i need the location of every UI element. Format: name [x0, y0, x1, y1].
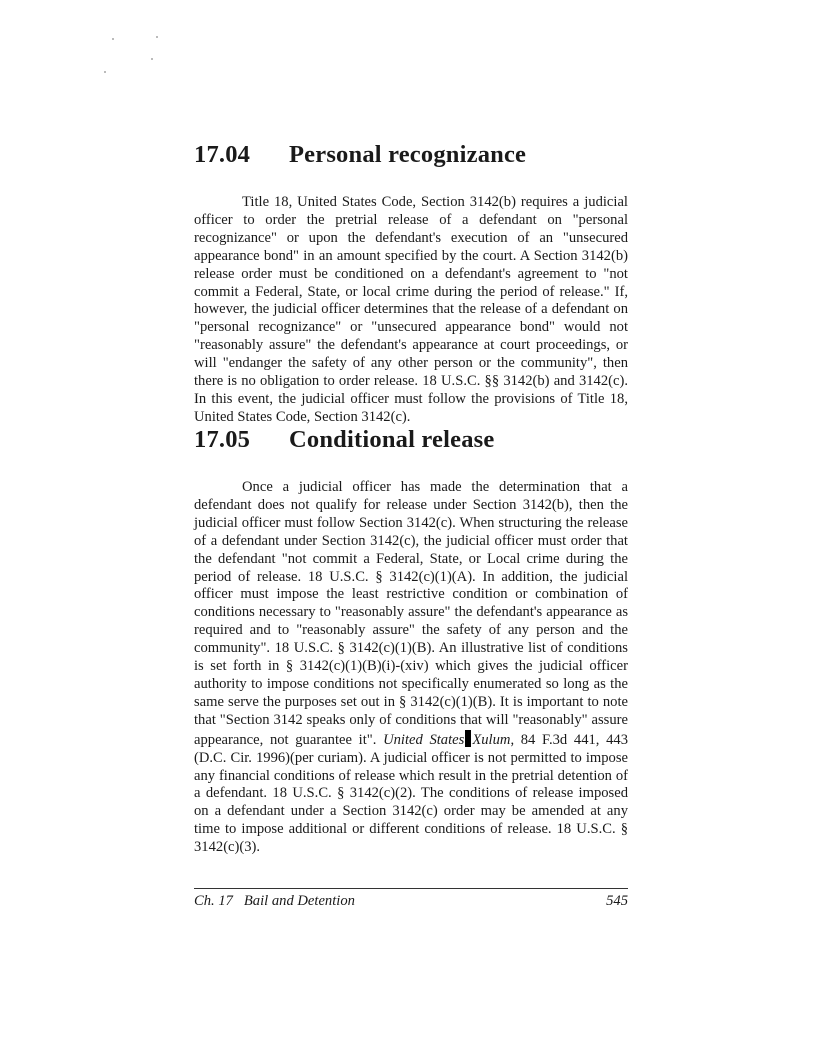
- section-17-04: [194, 140, 628, 441]
- scan-speck: [151, 58, 153, 60]
- scan-speck: [112, 38, 114, 40]
- section-17-05: [194, 425, 628, 872]
- scan-speck: [156, 36, 158, 38]
- case-name-part1: United States: [383, 731, 465, 748]
- paragraph-text: Once a judicial officer has made the determination that a defendant does not qualify for release under Section 3142(b), then the judicial officer must follow Section 3142(c). When structuring the release of a defendant under Section 3142(c), the judicial officer must order that the defendant "not commit a Federal, State, or Local crime during the period of release. 18 U.S.C. § 3142(c)(1)(A). In addition, the judicial officer must impose the least restrictive condition or combination of conditions necessary to "reasonably assure" the defendant's appearance as required and to "reasonably assure" the safety of any person and the community". 18 U.S.C. § 3142(c)(1)(B). An illustrative list of conditions is set forth in § 3142(c)(1)(B)(i)-(xiv) which gives the judicial officer authority to impose conditions not specifically enumerated so long as the same serve the purposes set out in § 3142(c)(1)(B). It is important to note that "Section 3142 speaks only of conditions that will "reasonably" assure appearance, not guarantee it".: [194, 479, 628, 748]
- redaction-mark: [465, 730, 471, 747]
- page-footer: [194, 892, 628, 910]
- paragraph-text: , 84 F.3d 441, 443 (D.C. Cir. 1996)(per curiam). A judicial officer is not permitted to impose any financial conditions of release which result in the pretrial detention of a defendant. 18 U.S.C. § 3142(c)(2). The conditions of release imposed on a defendant under a Section 3142(c) order may be amended at any time to impose additional or different conditions of release. 18 U.S.C. § 3142(c)(3).: [194, 731, 628, 856]
- footer-chapter-title: Bail and Detention: [243, 893, 355, 909]
- section-heading: [194, 425, 628, 455]
- section-number: 17.05: [194, 426, 251, 453]
- footer-chapter: Ch. 17: [194, 893, 233, 909]
- case-name-part2: Xulum: [472, 731, 511, 748]
- scan-speck: [104, 71, 106, 73]
- footer-rule: [194, 888, 628, 889]
- section-paragraph: [194, 479, 628, 857]
- section-paragraph: Title 18, United States Code, Section 3142(b) requires a judicial officer to order the pretrial release of a defendant on "personal recognizance" or upon the defendant's execution of an "unsecured appearance bond" in an amount specified by the court. A Section 3142(b) release order must be conditioned on a defendant's agreement to "not commit a Federal, State, or local crime during the period of release." If, however, the judicial officer determines that the release of a defendant on "personal recognizance" or "unsecured appearance bond" would not "reasonably assure" the defendant's appearance at court proceedings, or will "endanger the safety of any other person or the community", then there is no obligation to order release. 18 U.S.C. §§ 3142(b) and 3142(c). In this event, the judicial officer must follow the provisions of Title 18, United States Code, Section 3142(c).: [194, 194, 628, 425]
- section-title: Conditional release: [289, 426, 495, 453]
- section-heading: [194, 140, 628, 170]
- section-title: Personal recognizance: [289, 141, 527, 168]
- section-number: 17.04: [194, 141, 251, 168]
- page-number: 545: [606, 893, 628, 909]
